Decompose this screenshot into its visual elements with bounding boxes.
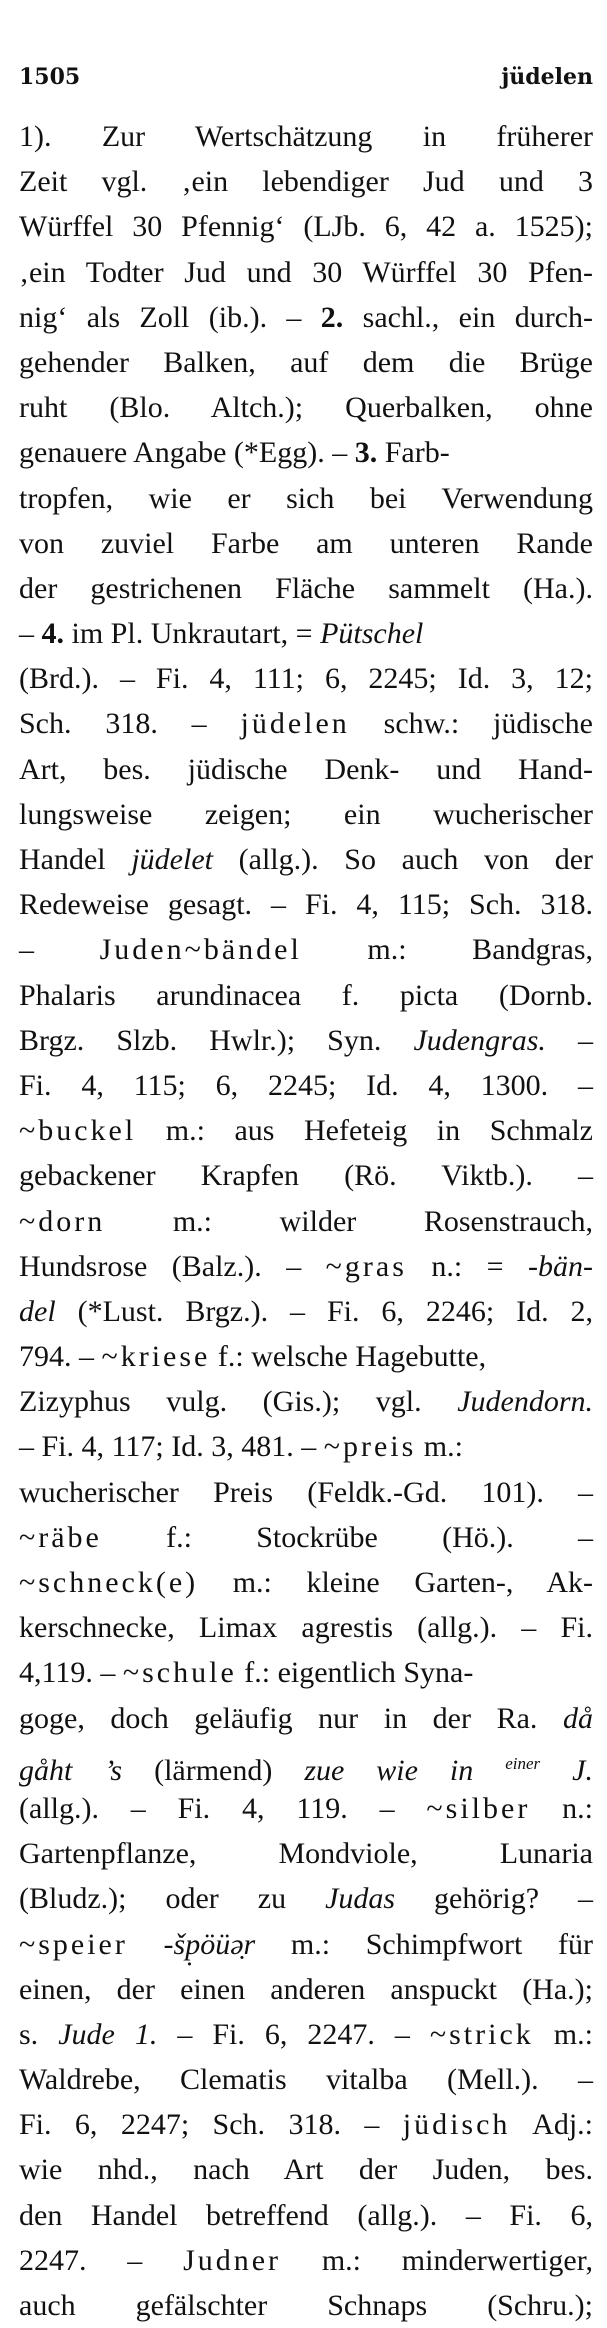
text-segment: den Handel betreffend (allg.). – Fi. 6, — [19, 2198, 593, 2232]
text-segment: wucherischer Preis (Feldk.-Gd. 101). – — [19, 1475, 593, 1509]
text-segment: Zeit vgl. ‚ein lebendiger Jud und 3 — [19, 165, 593, 199]
text-segment: (allg.). – Fi. 4, 119. – — [19, 1791, 427, 1825]
text-segment: -šp̣öüə̣r — [163, 1927, 256, 1961]
text-line — [19, 2057, 593, 2102]
text-segment: – Fi. 4, 117; Id. 3, 481. – — [19, 1430, 324, 1464]
entry-text-column — [19, 114, 593, 2328]
text-line — [19, 1334, 593, 1379]
text-line — [19, 2193, 593, 2238]
text-segment: (lärmend) — [122, 1753, 305, 1787]
text-segment: – — [545, 1023, 593, 1057]
text-line — [19, 882, 593, 927]
text-segment: Waldrebe, Clematis vitalba (Mell.). – — [19, 2063, 593, 2097]
text-segment: lungsweise zeigen; ein wucherischer — [19, 797, 593, 831]
text-segment: n.: = — [406, 1249, 529, 1283]
text-segment: – — [19, 617, 42, 651]
text-segment: Sch. 318. – — [19, 707, 241, 741]
headword: ~schneck(e) — [19, 1566, 199, 1599]
text-line — [19, 656, 593, 701]
text-segment: im Pl. Unkrautart, = — [64, 617, 321, 651]
text-line — [19, 2102, 593, 2147]
page-number: 1505 — [19, 64, 81, 90]
text-segment: goge, doch geläufig nur in der Ra. — [19, 1701, 563, 1735]
headword: ~dorn — [19, 1204, 106, 1238]
text-line — [19, 1967, 593, 2012]
headword: ~gras — [325, 1249, 407, 1283]
text-segment: Würffel 30 Pfennig‘ (LJb. 6, 42 a. 1525); — [19, 210, 593, 244]
text-segment: m.: Bandgras, — [301, 933, 593, 967]
text-line — [19, 521, 593, 566]
headword: jüdisch — [402, 2108, 511, 2142]
text-segment: 1). Zur Wertschätzung in früherer — [19, 120, 593, 153]
text-line — [19, 1786, 593, 1831]
text-segment: Zizyphus vulg. (Gis.); vgl. — [19, 1385, 458, 1419]
text-line — [19, 2147, 593, 2192]
text-segment: ruht (Blo. Altch.); Querbalken, ohne — [19, 391, 593, 425]
text-segment: gehender Balken, auf dem die Brüge — [19, 345, 593, 379]
text-segment: Farb- — [377, 436, 450, 470]
text-segment: Judendorn. — [457, 1385, 593, 1419]
headword: ~silber — [426, 1791, 531, 1825]
text-segment: Brgz. Slzb. Hwlr.); Syn. — [19, 1023, 414, 1057]
text-line — [19, 1741, 593, 1786]
text-line — [19, 1289, 593, 1334]
text-segment: m.: kleine Garten-, Ak- — [198, 1566, 593, 1599]
text-segment: m.: minderwertiger, — [281, 2243, 593, 2277]
text-line — [19, 1424, 593, 1469]
text-line — [19, 250, 593, 295]
text-line — [19, 1650, 593, 1695]
text-segment: (Brd.). – Fi. 4, 111; 6, 2245; Id. 3, 12; — [19, 662, 593, 696]
text-line — [19, 1922, 593, 1967]
text-line — [19, 1876, 593, 1921]
headword: Juden~bändel — [99, 933, 302, 967]
text-segment — [128, 1928, 164, 1961]
text-line — [19, 1470, 593, 1515]
headword: ~kriese — [101, 1340, 211, 1374]
text-line — [19, 1515, 593, 1560]
text-line — [19, 159, 593, 204]
text-line — [19, 747, 593, 792]
text-segment: schw.: jüdische — [349, 707, 593, 741]
headword: ~räbe — [19, 1520, 102, 1554]
header-keyword: jüdelen — [501, 64, 593, 90]
headword: Judner — [183, 2243, 282, 2277]
text-segment: Phalaris arundinacea f. picta (Dornb. — [19, 978, 593, 1012]
text-line — [19, 1831, 593, 1876]
text-segment: einen, der einen anderen anspuckt (Ha.); — [19, 1972, 593, 2006]
text-segment: – Fi. 6, 2247. – — [157, 2017, 430, 2051]
text-segment: del — [19, 1294, 56, 1328]
text-line — [19, 1244, 593, 1289]
text-segment: Pütschel — [320, 617, 424, 651]
text-segment: n.: — [530, 1791, 593, 1825]
headword: ~schule — [122, 1656, 237, 1690]
text-segment: wie nhd., nach Art der Juden, bes. — [19, 2153, 593, 2187]
text-line — [19, 837, 593, 882]
text-segment: m.: wilder Rosenstrauch, — [105, 1204, 593, 1238]
text-line — [19, 1108, 593, 1153]
text-segment: ‚ein Todter Jud und 30 Würffel 30 Pfen- — [19, 255, 593, 289]
text-segment: 4,119. – — [19, 1656, 123, 1690]
text-segment: -bän- — [528, 1249, 593, 1283]
text-segment: sachl., ein durch- — [343, 300, 593, 334]
headword: ~preis — [323, 1430, 417, 1464]
page-header — [19, 0, 593, 114]
text-segment: jüdelet — [131, 843, 213, 876]
text-line — [19, 1605, 593, 1650]
text-line — [19, 2238, 593, 2283]
text-segment: gebackener Krapfen (Rö. Viktb.). – — [19, 1159, 593, 1193]
text-segment: Hundsrose (Balz.). – — [19, 1249, 326, 1283]
text-segment: m.: — [416, 1430, 463, 1464]
text-segment: Gartenpflanze, Mondviole, Lunaria — [19, 1837, 593, 1871]
text-segment: (Bludz.); oder zu — [19, 1882, 326, 1916]
text-line — [19, 611, 593, 656]
sense-number: 2. — [320, 300, 344, 334]
text-line — [19, 114, 593, 159]
text-segment: auch gefälschter Schnaps (Schru.); — [19, 2289, 593, 2322]
text-segment: (allg.). So auch von der — [212, 843, 593, 876]
text-line — [19, 430, 593, 475]
text-segment: tropfen, wie er sich bei Verwendung — [19, 481, 593, 515]
text-segment: Redeweise gesagt. – Fi. 4, 115; Sch. 318. — [19, 888, 593, 922]
text-line — [19, 792, 593, 837]
text-segment: zue wie in — [304, 1753, 506, 1787]
text-segment: J. — [540, 1753, 593, 1787]
text-segment: m.: Schimpfwort für — [255, 1927, 593, 1961]
text-line — [19, 340, 593, 385]
text-segment: 2247. – — [19, 2243, 184, 2277]
text-segment: Fi. 4, 115; 6, 2245; Id. 4, 1300. – — [19, 1068, 593, 1102]
text-segment: Judengras. — [413, 1023, 546, 1057]
text-line — [19, 1153, 593, 1198]
text-segment: Adj.: — [510, 2108, 593, 2142]
text-line — [19, 1199, 593, 1244]
text-segment: gåht ’s — [19, 1753, 123, 1787]
text-line — [19, 1018, 593, 1063]
text-line — [19, 566, 593, 611]
text-segment: – — [19, 933, 100, 967]
text-line — [19, 385, 593, 430]
text-segment: Art, bes. jüdische Denk- und Hand- — [19, 752, 593, 786]
headword: ~buckel — [19, 1114, 137, 1148]
text-segment: Judas — [325, 1882, 396, 1916]
text-segment: (*Lust. Brgz.). – Fi. 6, 2246; Id. 2, — [55, 1294, 593, 1328]
text-line — [19, 2012, 593, 2057]
text-segment: genauere Angabe (*Egg). – — [19, 436, 355, 470]
text-line — [19, 2283, 593, 2328]
text-line — [19, 295, 593, 340]
text-segment: nig‘ als Zoll (ib.). – — [19, 300, 321, 334]
text-segment: f.: welsche Hagebutte, — [210, 1340, 487, 1374]
text-line — [19, 204, 593, 249]
text-segment: kerschnecke, Limax agrestis (allg.). – Fi. — [19, 1611, 593, 1645]
text-segment: Handel — [19, 843, 132, 876]
text-line — [19, 476, 593, 521]
text-segment: m.: aus Hefeteig in Schmalz — [136, 1114, 593, 1148]
headword: ~strick — [429, 2017, 534, 2051]
text-line — [19, 927, 593, 972]
text-line — [19, 1063, 593, 1108]
sense-number: 3. — [354, 436, 378, 470]
text-segment: Jude 1. — [58, 2017, 158, 2051]
text-segment: der gestrichenen Fläche sammelt (Ha.). — [19, 571, 593, 605]
text-line — [19, 1696, 593, 1741]
text-line — [19, 1379, 593, 1424]
text-segment: von zuviel Farbe am unteren Rande — [19, 526, 593, 560]
text-segment: då — [563, 1701, 593, 1735]
text-segment: m.: — [533, 2017, 593, 2051]
text-segment: gehörig? – — [395, 1882, 593, 1916]
text-segment: s. — [19, 2017, 59, 2051]
text-segment: 794. – — [19, 1340, 102, 1374]
text-segment: Fi. 6, 2247; Sch. 318. – — [19, 2108, 403, 2142]
text-line — [19, 973, 593, 1018]
text-segment: f.: eigentlich Syna- — [236, 1656, 474, 1690]
text-line — [19, 701, 593, 746]
text-segment: einer — [505, 1753, 541, 1773]
text-line — [19, 1560, 593, 1605]
headword: ~speier — [19, 1927, 128, 1961]
sense-number: 4. — [41, 617, 64, 651]
text-segment: f.: Stockrübe (Hö.). – — [101, 1520, 593, 1554]
headword: jüdelen — [240, 707, 350, 741]
